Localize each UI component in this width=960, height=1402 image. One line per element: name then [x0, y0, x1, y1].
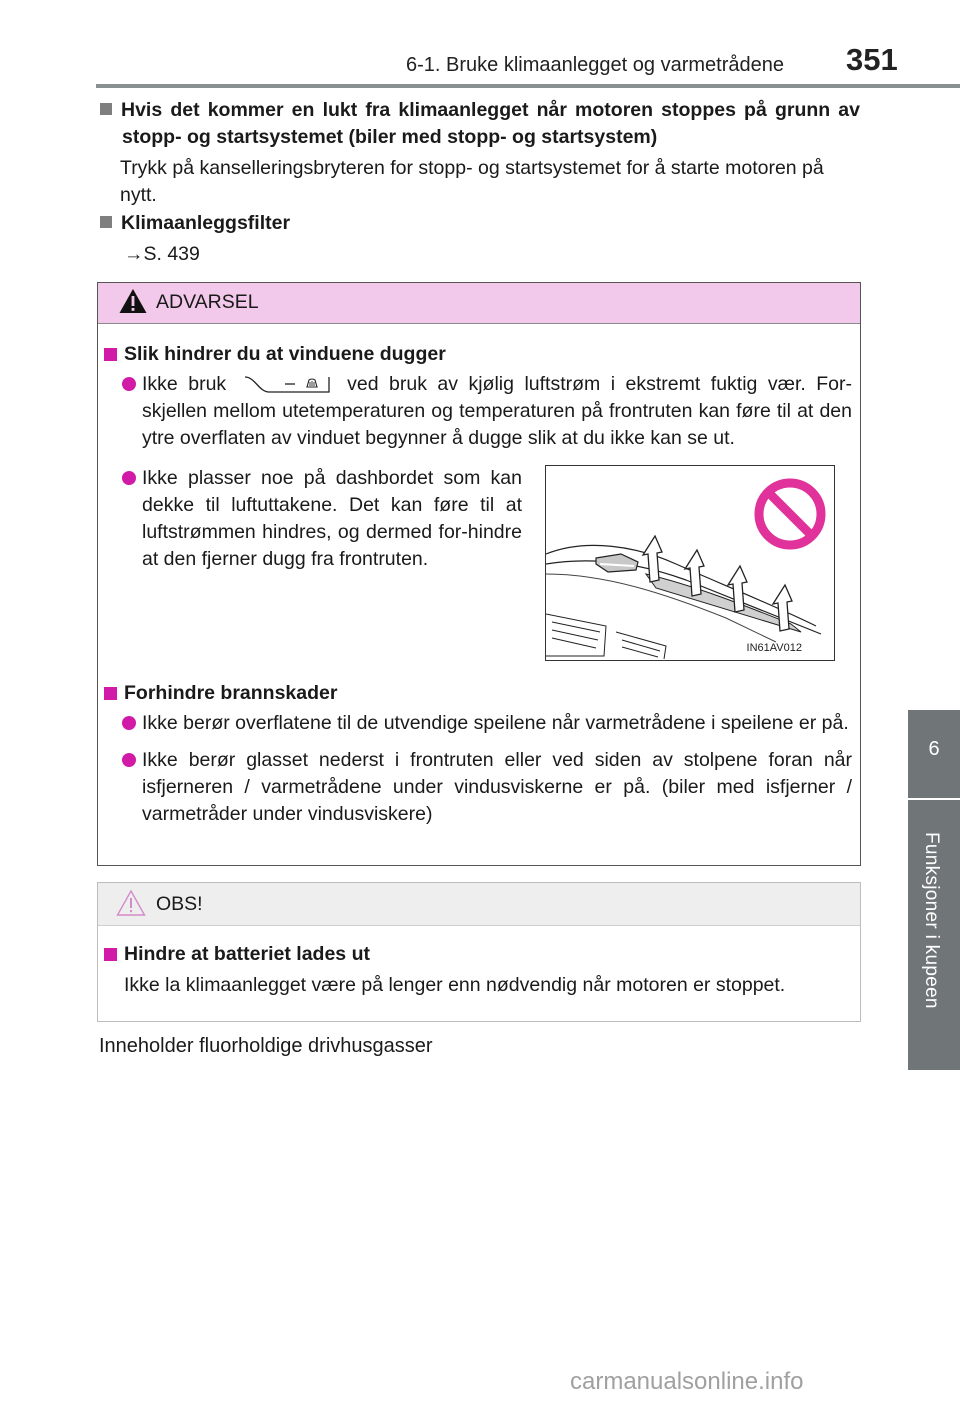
defroster-button-icon	[243, 374, 331, 394]
warning-title: ADVARSEL	[156, 291, 259, 313]
warning-triangle-icon	[116, 889, 146, 917]
warning-header	[98, 283, 860, 324]
dashboard-figure	[545, 465, 835, 661]
header-rule	[96, 84, 960, 88]
reference-text: S. 439	[143, 243, 200, 265]
section-odor-heading: Hvis det kommer en lukt fra klimaanlegget når motoren stoppes på grunn av stopp- og startsystemet (biler med stopp- og startsystem)	[100, 97, 860, 151]
burn-content	[98, 680, 860, 828]
running-head: 6-1. Bruke klimaanlegget og varmetrådene	[406, 54, 784, 76]
notice-content	[98, 941, 860, 999]
figure-code: IN61AV012	[746, 642, 802, 654]
subsection-square-icon	[104, 948, 117, 961]
section-odor	[100, 97, 860, 209]
section-filter	[100, 210, 860, 268]
fog-bullet-2: Ikke plasser noe på dashbordet som kan dekke til luftuttakene. Det kan føre til at luftstrømmen hindres, og dermed for-hindre at den fjerner dugg fra frontruten.	[98, 465, 522, 573]
battery-text: Ikke la klimaanlegget være på lenger enn nødvendig når motoren er stoppet.	[124, 974, 786, 996]
section-square-icon	[100, 216, 112, 228]
footer-note: Inneholder fluorholdige drivhusgasser	[99, 1035, 433, 1057]
page-reference	[100, 241, 860, 268]
bullet-dot-icon	[122, 471, 136, 485]
burn-heading: Forhindre brannskader	[98, 680, 860, 707]
fog-heading: Slik hindrer du at vinduene dugger	[98, 341, 860, 368]
subsection-square-icon	[104, 687, 117, 700]
section-filter-heading: Klimaanleggsfilter	[100, 210, 860, 237]
chapter-tab-title	[908, 800, 960, 1070]
notice-title: OBS!	[156, 893, 203, 915]
dashboard-illustration	[546, 466, 833, 659]
prohibition-icon	[759, 483, 821, 545]
burn-bullet-1: Ikke berør overflatene til de utvendige speilene når varmetrådene i speilene er på.	[98, 710, 860, 737]
airflow-arrow-icon	[643, 536, 662, 582]
warning-triangle-icon	[118, 287, 148, 315]
chapter-number: 6	[928, 738, 940, 760]
bullet-dot-icon	[122, 716, 136, 730]
burn-bullet-2: Ikke berør glasset nederst i frontruten eller ved siden av stolpene foran når isfjerneren / varmetrådene under vindusviskerne er på. (biler med isfjerner / varmetråder under vindusviskere)	[98, 747, 860, 828]
page-number: 351	[846, 42, 898, 77]
section-square-icon	[100, 103, 112, 115]
notice-header	[98, 883, 860, 926]
reference-arrow-icon: →	[124, 243, 144, 265]
fog-bullet-1: Ikke bruk ved bruk av kjølig luftstrøm i ekstremt fuktig vær. For-skjellen mellom utetemperaturen og temperaturen på frontruten kan føre til at den ytre overflaten av vinduet begynner å dugge slik at du ikke kan se ut.	[98, 371, 860, 452]
chapter-title: Funksjoner i kupeen	[921, 832, 942, 1009]
chapter-tab-number	[908, 710, 960, 798]
section-odor-text: Trykk på kanselleringsbryteren for stopp- og startsystemet for å starte motoren på nytt.	[120, 157, 824, 206]
battery-heading: Hindre at batteriet lades ut	[98, 941, 860, 968]
subsection-square-icon	[104, 348, 117, 361]
bullet-dot-icon	[122, 753, 136, 767]
watermark[interactable]: carmanualsonline.info	[570, 1368, 804, 1395]
bullet-dot-icon	[122, 377, 136, 391]
notice-box	[97, 882, 861, 1022]
